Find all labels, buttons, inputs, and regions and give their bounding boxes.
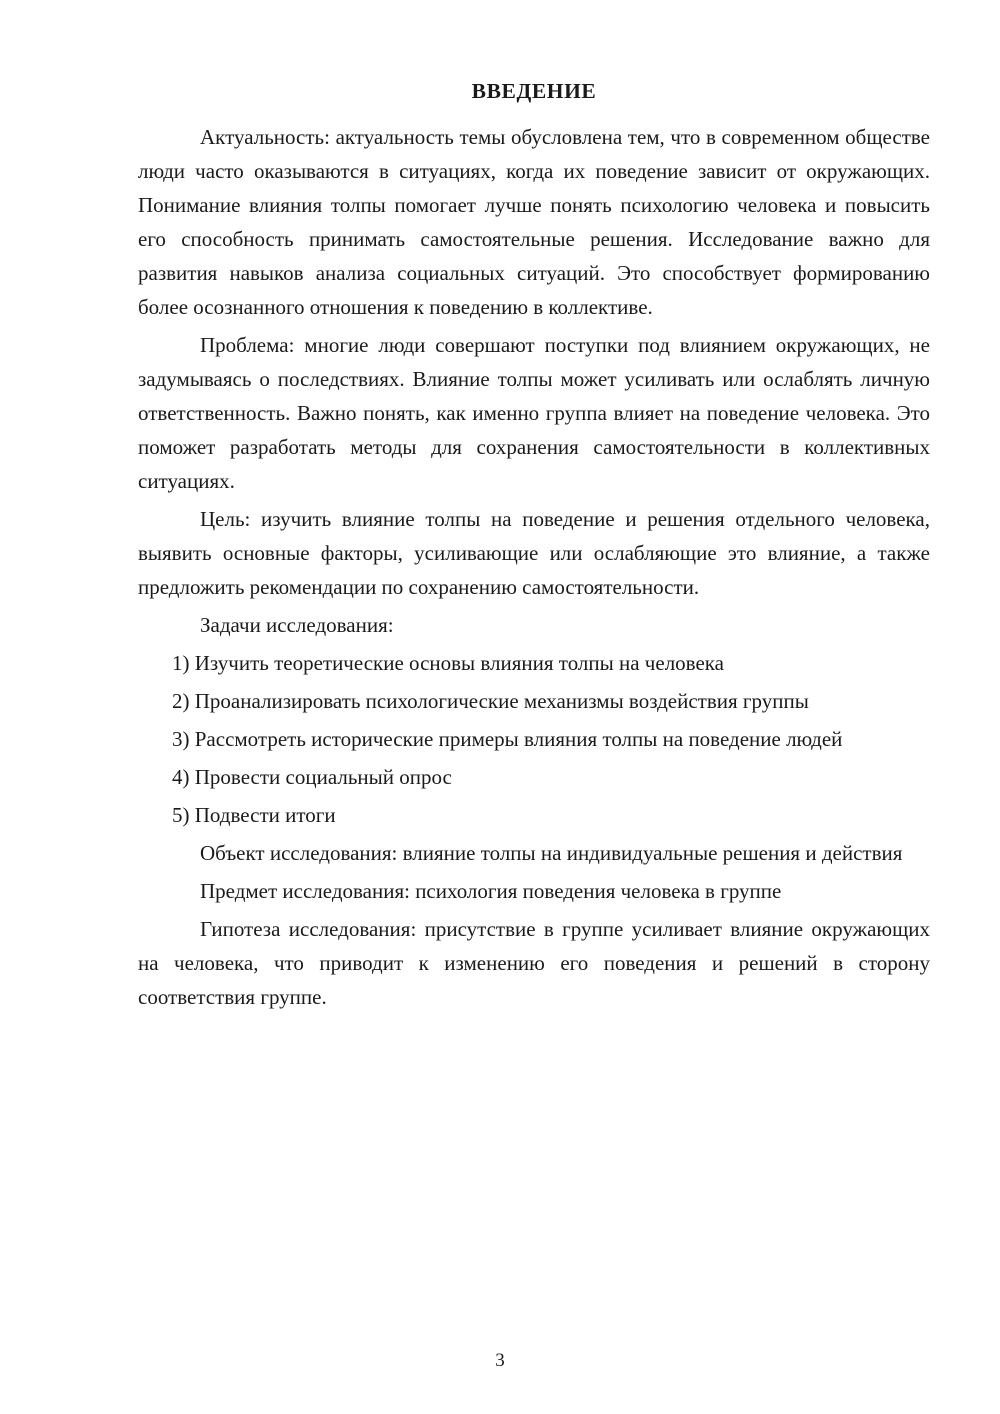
paragraph-object: Объект исследования: влияние толпы на индивидуальные решения и действия: [200, 841, 903, 866]
task-item-1: 1) Изучить теоретические основы влияния толпы на человека: [172, 651, 724, 676]
task-item-2: 2) Проанализировать психологические механизмы воздействия группы: [172, 689, 809, 714]
task-item-4: 4) Провести социальный опрос: [172, 765, 452, 790]
paragraph-hypothesis: Гипотеза исследования: присутствие в группе усиливает влияние окружающих на человека, что приводит к изменению его поведения и решений в сторону соответствия группе.: [138, 917, 930, 1010]
task-item-5: 5) Подвести итоги: [172, 803, 336, 828]
paragraph-problem: Проблема: многие люди совершают поступки под влиянием окружающих, не задумываясь о последствиях. Влияние толпы может усиливать или ослаблять личную ответственность. Важно понять, как именно группа влияет на поведение человека. Это поможет разработать методы для сохранения самостоятельности в коллективных ситуациях.: [138, 333, 930, 494]
task-item-3: 3) Рассмотреть исторические примеры влияния толпы на поведение людей: [172, 727, 843, 752]
paragraph-tasks-heading: Задачи исследования:: [200, 613, 394, 638]
paragraph-goal: Цель: изучить влияние толпы на поведение и решения отдельного человека, выявить основные факторы, усиливающие или ослабляющие это влияние, а также предложить рекомендации по сохранению самостоятельности.: [138, 507, 930, 600]
page-title: ВВЕДЕНИЕ: [471, 79, 597, 103]
paragraph-relevance: Актуальность: актуальность темы обусловлена тем, что в современном обществе люди часто оказываются в ситуациях, когда их поведение зависит от окружающих. Понимание влияния толпы помогает лучше понять психологию человека и повысить его способность принимать самостоятельные решения. Исследование важно для развития навыков анализа социальных ситуаций. Это способствует формированию более осознанного отношения к поведению в коллективе.: [138, 124, 930, 320]
page-number: 3: [495, 1350, 505, 1371]
paragraph-subject: Предмет исследования: психология поведения человека в группе: [200, 879, 782, 904]
